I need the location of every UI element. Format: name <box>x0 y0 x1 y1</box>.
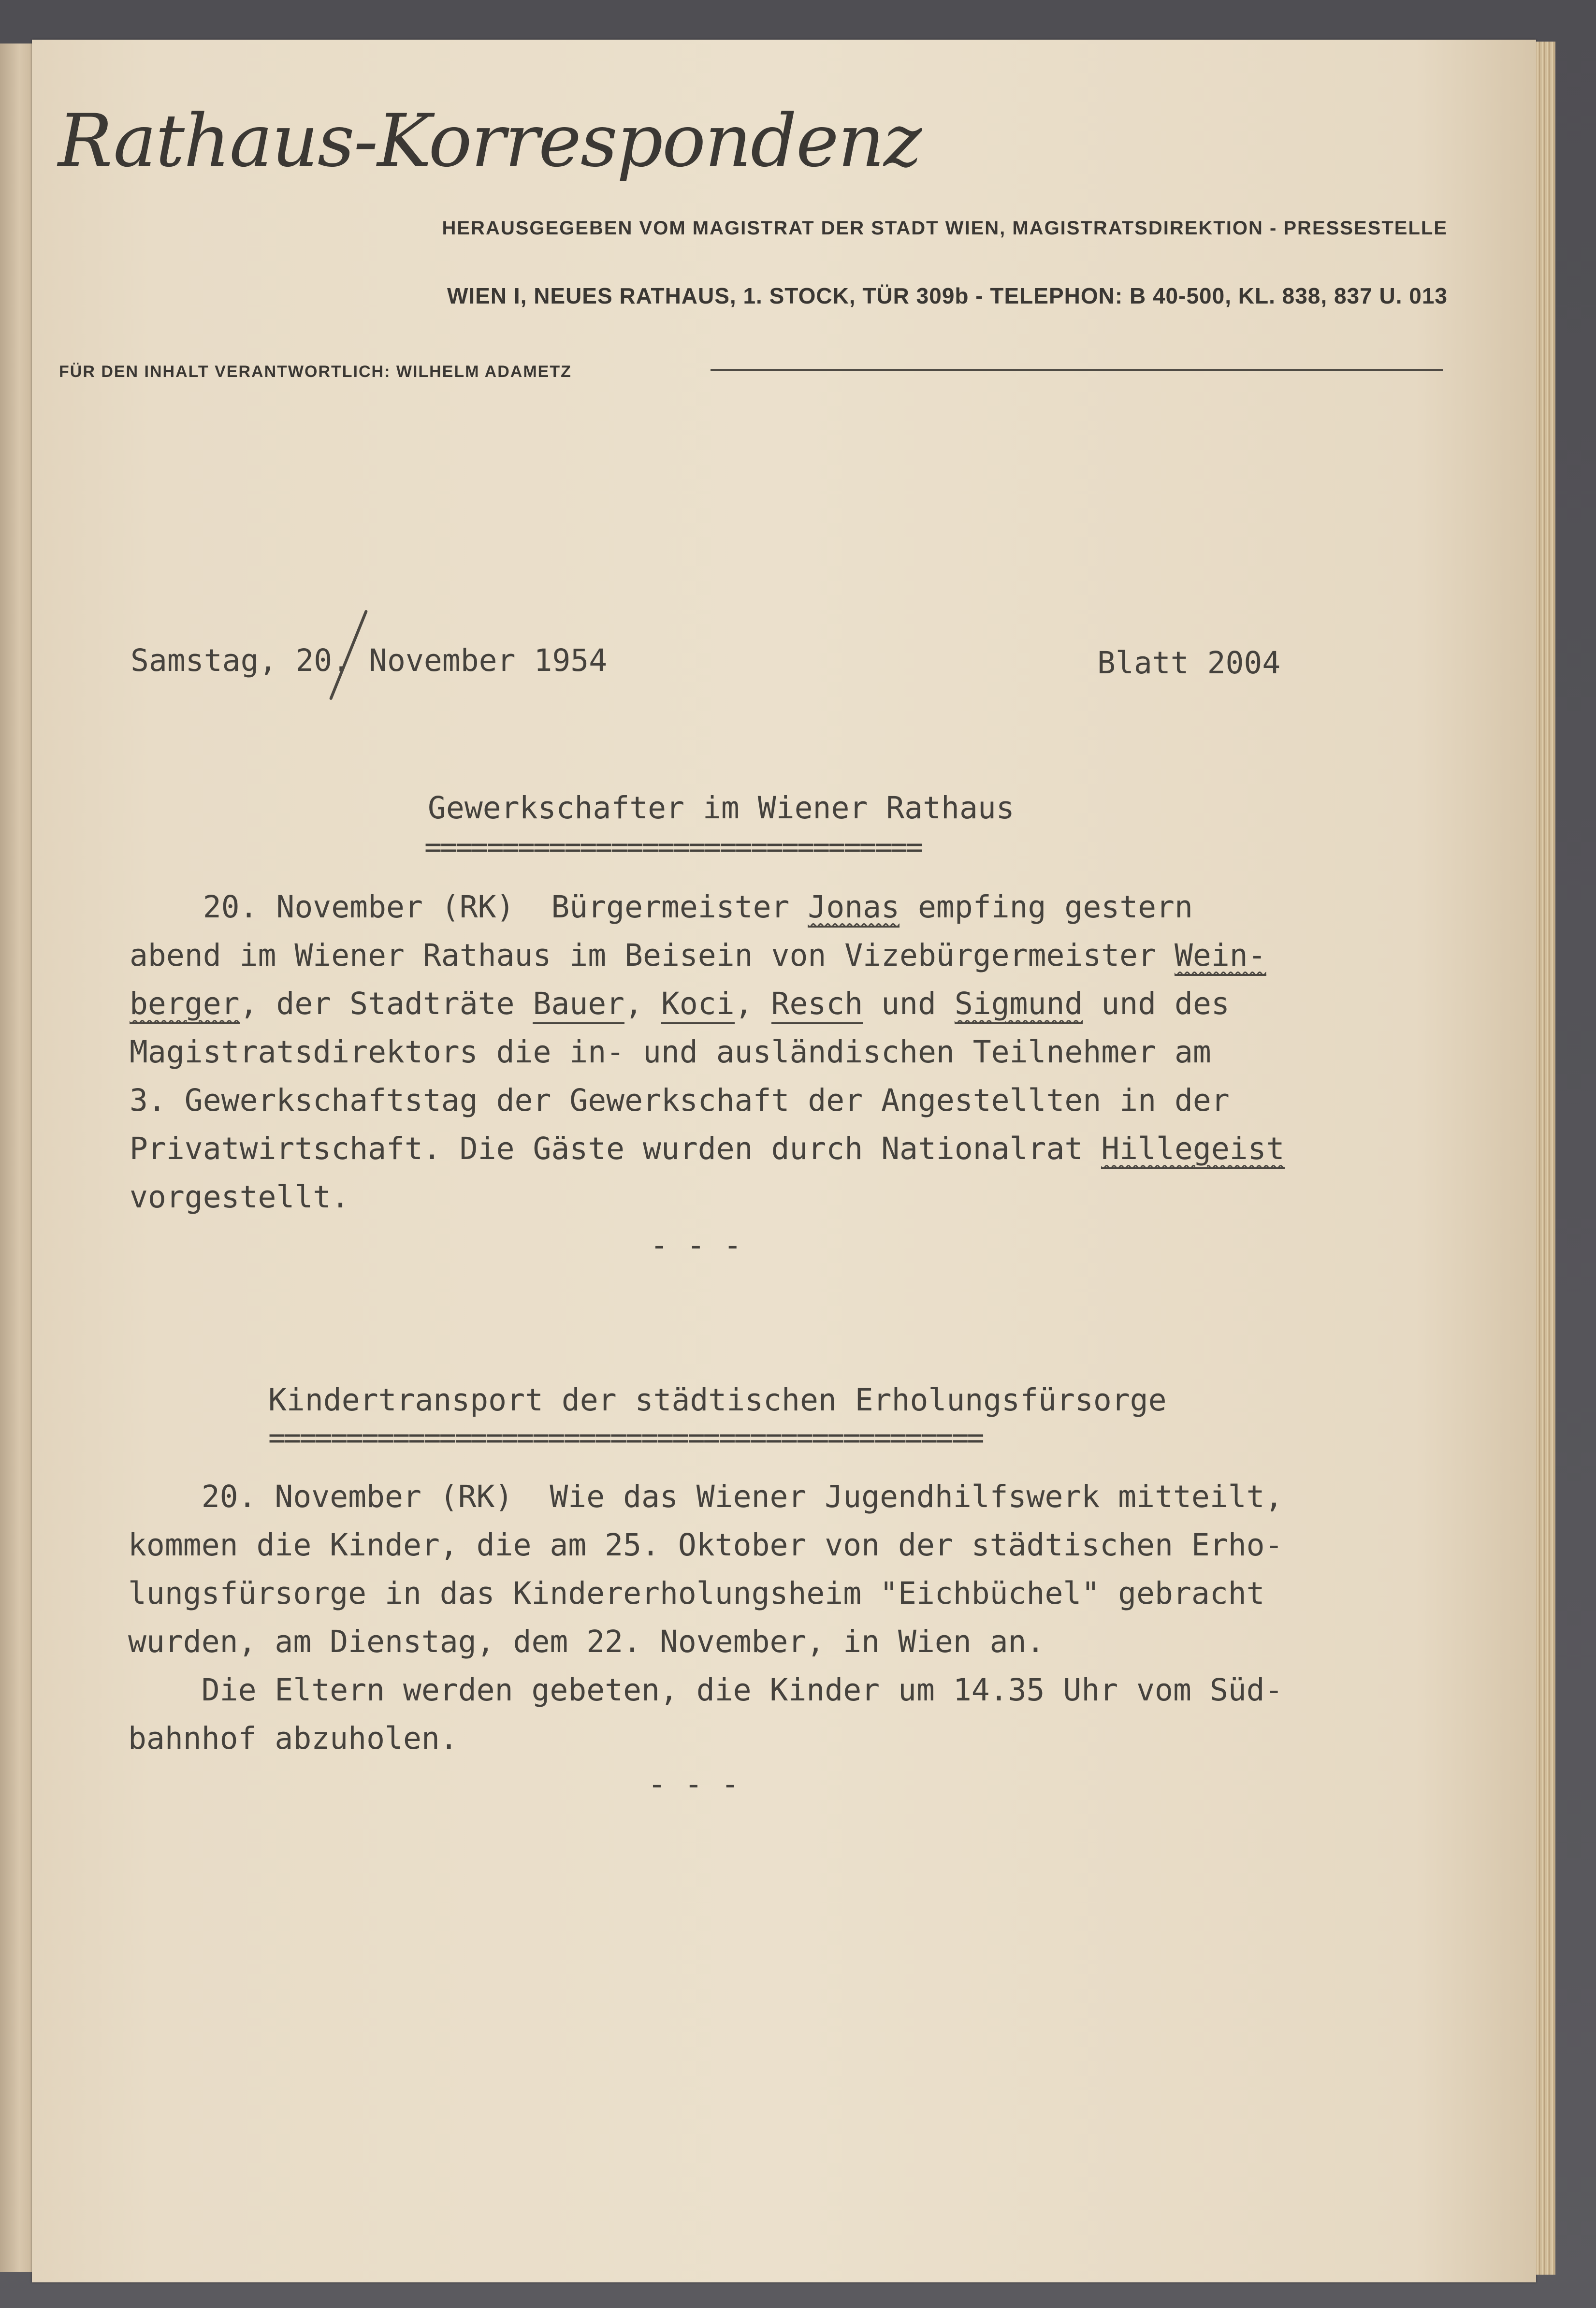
article2-line: wurden, am Dienstag, dem 22. November, in Wien an. <box>128 1624 1045 1659</box>
responsible-line: FÜR DEN INHALT VERANTWORTLICH: WILHELM ADAMETZ <box>59 363 572 381</box>
line-text: , <box>624 986 661 1021</box>
article1-line <box>130 986 1230 1021</box>
underlined-name: Hillegeist <box>1101 1131 1284 1169</box>
article1-heading: Gewerkschafter im Wiener Rathaus <box>428 790 1015 826</box>
article2-separator: - - - <box>648 1767 740 1802</box>
article1-line <box>130 1083 1230 1118</box>
article2-line: bahnhof abzuholen. <box>128 1721 458 1756</box>
article2-heading-rule: ============================================== <box>268 1421 983 1455</box>
article1-line <box>130 1131 1285 1166</box>
date-line: Samstag, 20. November 1954 <box>131 643 608 678</box>
article2-line: kommen die Kinder, die am 25. Oktober von der städtischen Erho- <box>128 1527 1283 1563</box>
article1-line <box>130 1034 1211 1070</box>
address-line: WIEN I, NEUES RATHAUS, 1. STOCK, TÜR 309b - TELEPHON: B 40-500, KL. 838, 837 U. 013 <box>447 283 1448 308</box>
underlined-name: berger <box>130 986 240 1024</box>
line-text: 3. Gewerkschaftstag der Gewerkschaft der Angestellten in der <box>130 1083 1230 1118</box>
article2-line: lungsfürsorge in das Kindererholungsheim "Eichbüchel" gebracht <box>128 1576 1265 1611</box>
line-text: abend im Wiener Rathaus im Beisein von Vizebürgermeister <box>130 938 1175 973</box>
underlined-name: Wein- <box>1175 938 1266 976</box>
article2-line: 20. November (RK) Wie das Wiener Jugendhilfswerk mitteilt, <box>128 1479 1283 1514</box>
article2-heading: Kindertransport der städtischen Erholungsfürsorge <box>268 1382 1167 1418</box>
line-text: , der Stadträte <box>239 986 533 1021</box>
article1-line <box>130 938 1266 973</box>
line-text: empfing gestern <box>900 889 1193 925</box>
facing-page-edge <box>0 44 34 2272</box>
article1-line <box>130 889 1193 925</box>
line-text: Privatwirtschaft. Die Gäste wurden durch Nationalrat <box>130 1131 1102 1166</box>
line-text: , <box>734 986 771 1021</box>
line-text: vorgestellt. <box>130 1179 350 1215</box>
underlined-name: Sigmund <box>955 986 1083 1024</box>
underlined-name: Koci <box>661 986 735 1024</box>
publisher-line: HERAUSGEGEBEN VOM MAGISTRAT DER STADT WIEN, MAGISTRATSDIREKTION - PRESSESTELLE <box>442 218 1448 239</box>
sheet-number: Blatt 2004 <box>1097 645 1281 681</box>
underlined-name: Bauer <box>533 986 624 1024</box>
line-text: und des <box>1083 986 1230 1021</box>
responsible-rule <box>711 369 1443 371</box>
article2-line: Die Eltern werden gebeten, die Kinder um 14.35 Uhr vom Süd- <box>128 1672 1283 1708</box>
underlined-name: Resch <box>771 986 863 1024</box>
article1-heading-rule: ================================ <box>424 830 921 864</box>
article1-line <box>130 1179 349 1215</box>
masthead-title: Rathaus-Korrespondenz <box>58 99 921 183</box>
underlined-name: Jonas <box>808 889 900 928</box>
line-text: und <box>863 986 955 1021</box>
article1-separator: - - - <box>650 1228 742 1263</box>
page-stack-edges <box>1536 42 1555 2275</box>
line-text: Magistratsdirektors die in- und ausländischen Teilnehmer am <box>130 1034 1211 1070</box>
line-text: 20. November (RK) Bürgermeister <box>130 889 808 925</box>
